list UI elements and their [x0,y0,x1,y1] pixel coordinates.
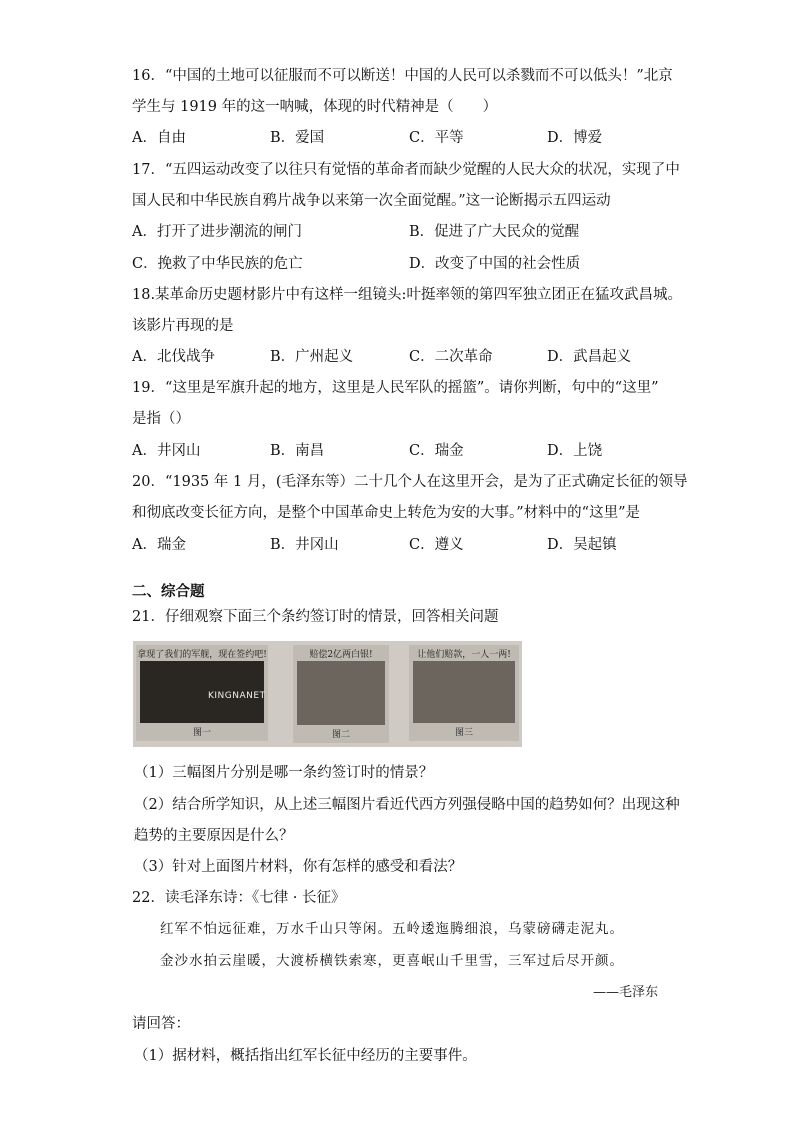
q20-stem-line1: 20．“1935 年 1 月，(毛泽东等）二十几个人在这里开会，是为了正式确定长征的领导 [132,474,688,490]
q20-option-a[interactable]: A．瑞金 [132,537,186,553]
q16-option-d[interactable]: D．博爱 [547,130,603,146]
q19-option-d[interactable]: D．上饶 [547,443,603,459]
q21-sub3: （3）针对上面图片材料，你有怎样的感受和看法？ [134,859,463,875]
q18-option-d[interactable]: D．武昌起义 [547,349,632,365]
q21-sub2-line1: （2）结合所学知识，从上述三幅图片看近代西方列强侵略中国的趋势如何？出现这种 [134,797,680,813]
q18-option-b[interactable]: B．广州起义 [270,349,354,365]
photo-1-caption-top: 拿现了我们的军舰，现在签约吧! [137,650,267,660]
q17-options-row2 [132,254,652,274]
q16-option-c[interactable]: C．平等 [409,130,464,146]
poem-line1: 红军不怕远征难，万水千山只等闲。五岭逶迤腾细浪，乌蒙磅礴走泥丸。 [160,921,624,937]
poem-author: ——毛泽东 [592,985,658,1000]
q19-option-b[interactable]: B．南昌 [270,443,325,459]
q16-option-b[interactable]: B．爱国 [270,130,325,146]
photo-2 [293,645,389,743]
q17-stem-line2: 国人民和中华民族自鸦片战争以来第一次全面觉醒。”这一论断揭示五四运动 [132,193,611,209]
q18-option-a[interactable]: A．北伐战争 [132,349,215,365]
q19-option-a[interactable]: A．井冈山 [132,443,201,459]
q17-option-a[interactable]: A．打开了进步潮流的闸门 [132,224,302,240]
q21-sub2-line2: 趋势的主要原因是什么？ [134,828,294,844]
q18-stem-line1: 18.某革命历史题材影片中有这样一组镜头:叶挺率领的第四军独立团正在猛攻武昌城。 [132,287,682,303]
q17-option-b[interactable]: B．促进了广大民众的觉醒 [409,224,580,240]
q20-options [132,535,652,555]
photo-2-caption: 图二 [331,730,350,740]
q20-option-c[interactable]: C．遵义 [409,537,464,553]
q17-stem-line1: 17．“五四运动改变了以往只有觉悟的革命者而缺少觉醒的人民大众的状况，实现了中 [132,162,680,178]
q22-sub1: （1）据材料，概括指出红军长征中经历的主要事件。 [134,1048,477,1064]
q22-stem: 22．读毛泽东诗：《七律 · 长征》 [132,890,346,906]
q21-sub1: （1）三幅图片分别是哪一条约签订时的情景？ [134,765,434,781]
q18-options [132,347,652,367]
q16-stem-line1: 16．“中国的土地可以征服而不可以断送！中国的人民可以杀戮而不可以低头！”北京 [132,68,673,84]
q18-stem-line2: 该影片再现的是 [132,318,234,334]
poem-line2: 金沙水拍云崖暖，大渡桥横铁索寒，更喜岷山千里雪，三军过后尽开颜。 [160,953,624,969]
photo-3-caption: 图三 [454,728,473,738]
photo-2-image [297,661,385,725]
photo-3 [409,645,519,741]
photo-1-caption: 图一 [192,728,211,738]
q19-stem-line1: 19．“这里是军旗升起的地方，这里是人民军队的摇篮”。请你判断，句中的“这里” [132,380,659,396]
photo-3-image [413,661,515,723]
q22-ask: 请回答： [132,1016,190,1032]
q16-option-a[interactable]: A．自由 [132,130,186,146]
photo-1-watermark: KINGNANET [208,691,266,701]
q21-stem: 21．仔细观察下面三个条约签订时的情景，回答相关问题 [132,609,499,625]
q17-options-row1 [132,222,652,242]
q18-option-c[interactable]: C．二次革命 [409,349,493,365]
photo-1 [136,645,268,741]
q16-stem-line2: 学生与 1919 年的这一呐喊，体现的时代精神是（ ） [132,99,498,115]
q20-stem-line2: 和彻底改变长征方向，是整个中国革命史上转危为安的大事。”材料中的“这里”是 [132,505,640,521]
treaty-photos [133,641,522,747]
q19-stem-line2: 是指（） [132,411,190,427]
q19-options [132,441,652,461]
q19-option-c[interactable]: C．瑞金 [409,443,464,459]
q20-option-b[interactable]: B．井冈山 [270,537,339,553]
q16-options [132,128,652,148]
photo-2-caption-top: 赔偿2亿两白银! [309,650,373,660]
q17-option-d[interactable]: D．改变了中国的社会性质 [409,256,581,272]
section-heading: 二、综合题 [132,584,205,600]
q20-option-d[interactable]: D．吴起镇 [547,537,617,553]
photo-3-caption-top: 让他们赔款，一人一两! [417,650,511,660]
q17-option-c[interactable]: C．挽救了中华民族的危亡 [132,256,303,272]
